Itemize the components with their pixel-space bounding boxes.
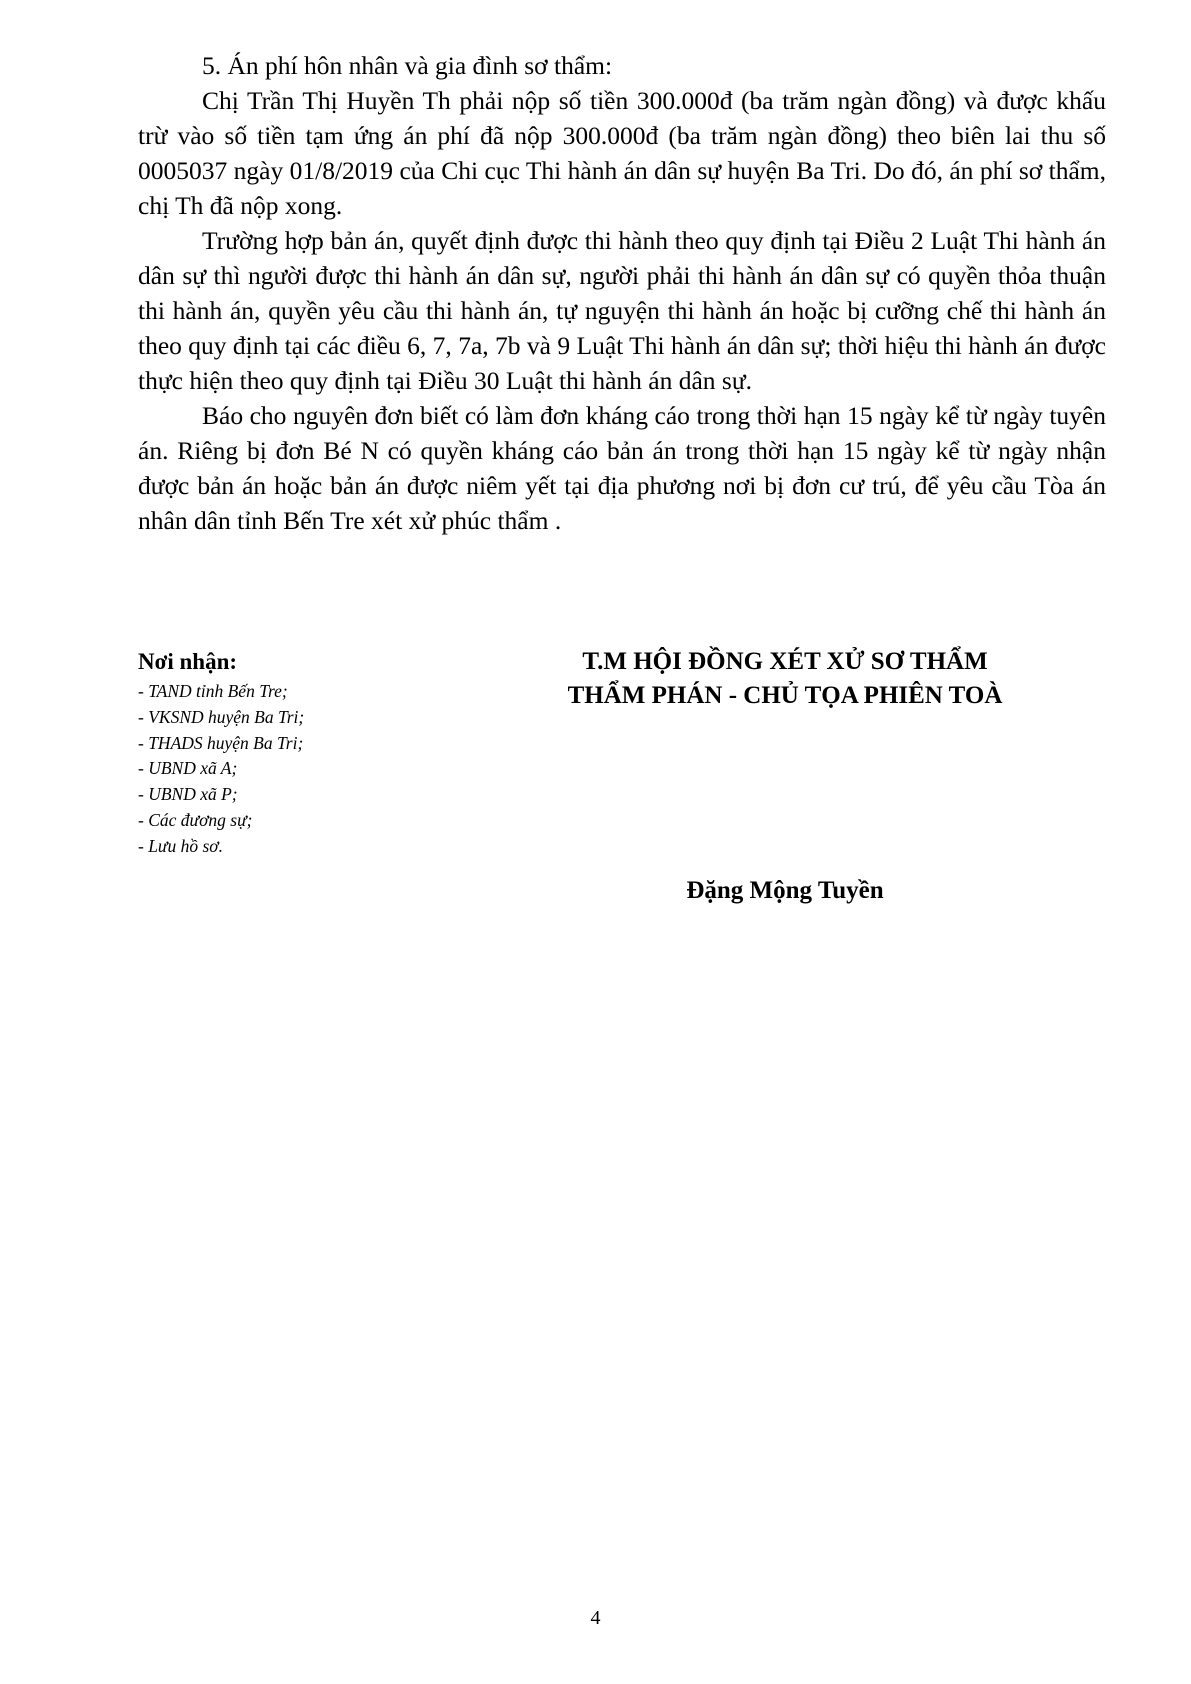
court-fee-paragraph: Chị Trần Thị Huyền Th phải nộp số tiền 300.000đ (ba trăm ngàn đồng) và được khấu trừ vào số tiền tạm ứng án phí đã nộp 300.000đ (ba trăm ngàn đồng) theo biên lai thu số 0005037 ngày 01/8/2019 của Chi cục Thi hành án dân sự huyện Ba Tri. Do đó, án phí sơ thẩm, chị Th đã nộp xong.: [138, 86, 1106, 220]
document-body: [138, 48, 1106, 538]
signature-title-line-1: T.M HỘI ĐỒNG XÉT XỬ SƠ THẨM: [582, 648, 988, 675]
signature-block: [505, 645, 1065, 713]
recipient-item: - VKSND huyện Ba Tri;: [138, 705, 518, 731]
signature-title-line-2: THẨM PHÁN - CHỦ TỌA PHIÊN TOÀ: [567, 682, 1003, 709]
signer-name: Đặng Mộng Tuyền: [686, 877, 884, 904]
page-number: 4: [590, 1607, 601, 1629]
enforcement-paragraph: Trường hợp bản án, quyết định được thi hành theo quy định tại Điều 2 Luật Thi hành án dân sự thì người được thi hành án dân sự, người phải thi hành án dân sự có quyền thỏa thuận thi hành án, quyền yêu cầu thi hành án, tự nguyện thi hành án hoặc bị cưỡng chế thi hành án theo quy định tại các điều 6, 7, 7a, 7b và 9 Luật Thi hành án dân sự; thời hiệu thi hành án được thực hiện theo quy định tại Điều 30 Luật thi hành án dân sự.: [138, 226, 1106, 395]
recipient-item: - UBND xã A;: [138, 756, 518, 782]
section-heading: 5. Án phí hôn nhân và gia đình sơ thẩm:: [202, 51, 613, 80]
recipient-item: - Các đương sự;: [138, 808, 518, 834]
recipients-block: [138, 647, 518, 860]
recipient-item: - THADS huyện Ba Tri;: [138, 731, 518, 757]
recipient-item: - TAND tỉnh Bến Tre;: [138, 679, 518, 705]
recipient-item: - Lưu hồ sơ.: [138, 834, 518, 860]
recipients-title: Nơi nhận:: [138, 649, 238, 674]
appeal-paragraph: Báo cho nguyên đơn biết có làm đơn kháng cáo trong thời hạn 15 ngày kể từ ngày tuyên án. Riêng bị đơn Bé N có quyền kháng cáo bản án trong thời hạn 15 ngày kể từ ngày nhận được bản án hoặc bản án được niêm yết tại địa phương nơi bị đơn cư trú, để yêu cầu Tòa án nhân dân tỉnh Bến Tre xét xử phúc thẩm .: [138, 401, 1106, 535]
recipients-list: [138, 679, 518, 860]
recipient-item: - UBND xã P;: [138, 782, 518, 808]
